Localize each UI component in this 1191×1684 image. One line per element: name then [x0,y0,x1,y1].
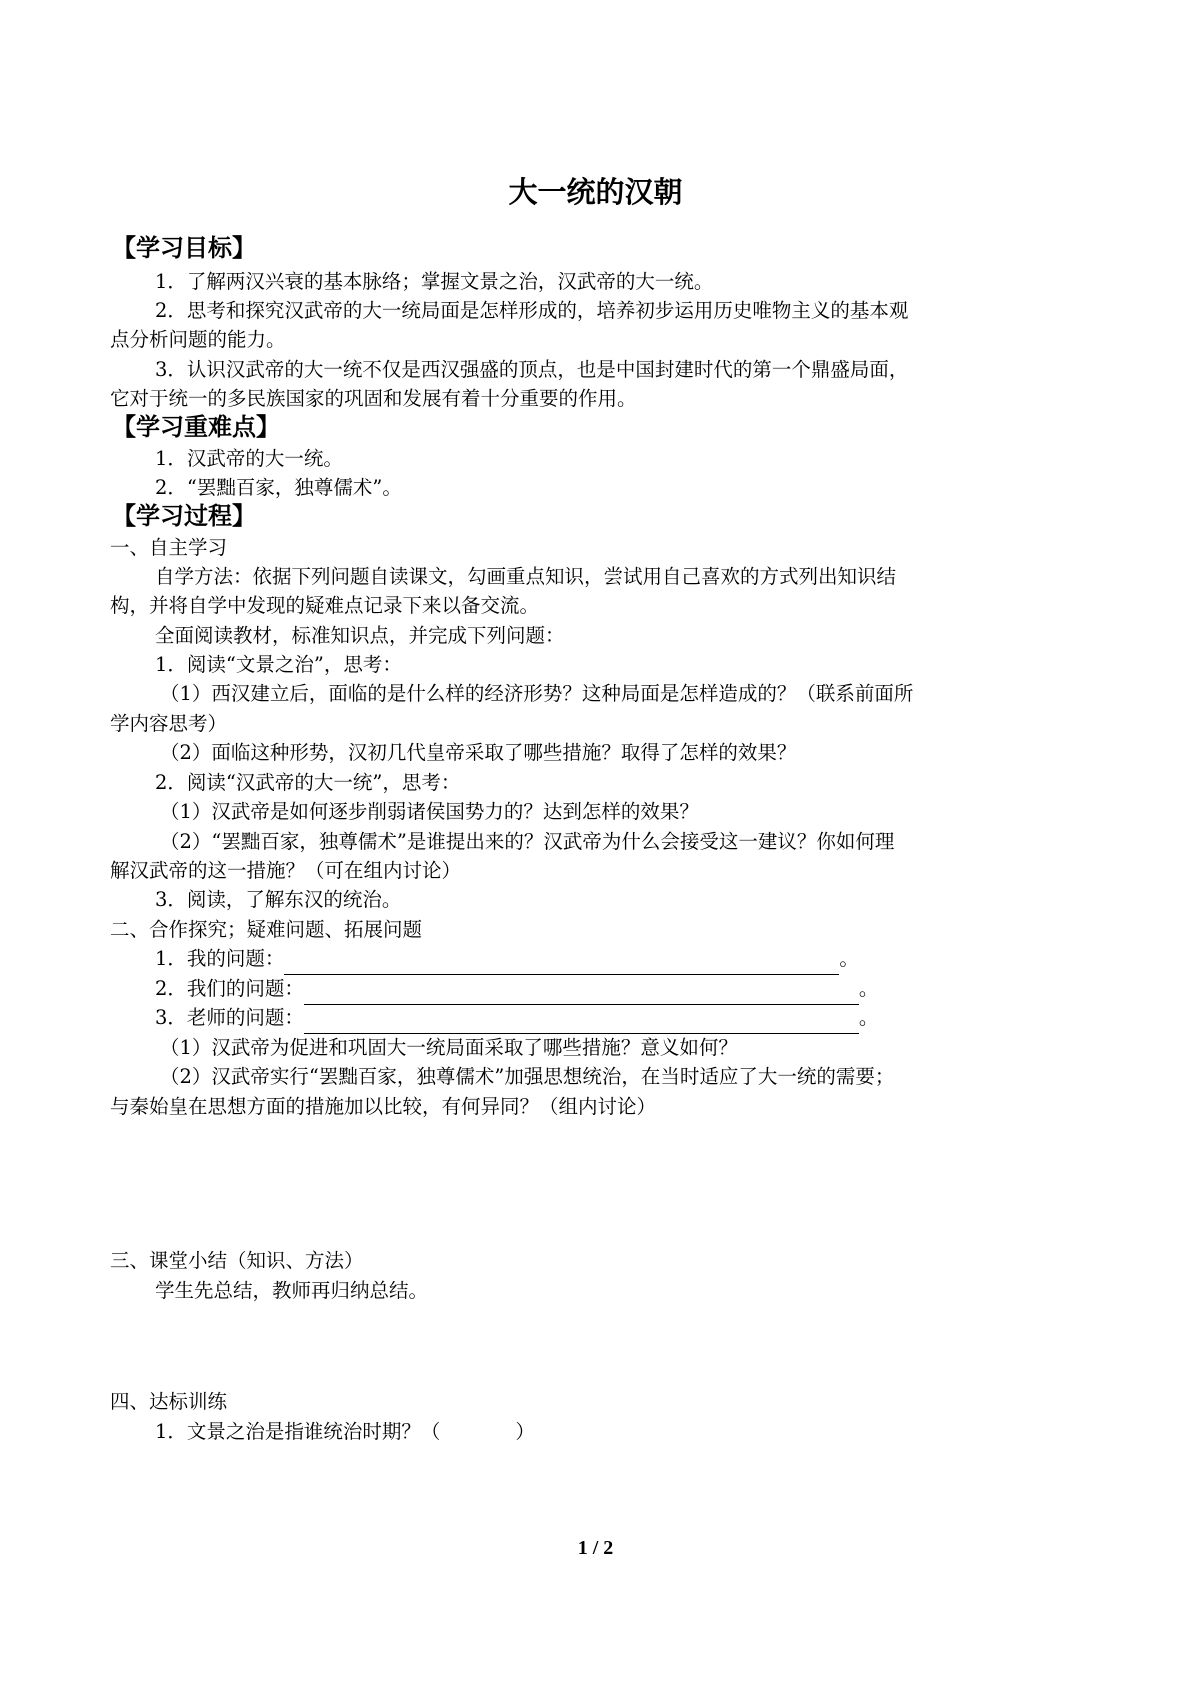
question-1-1-line-1: （1）西汉建立后，面临的是什么样的经济形势？这种局面是怎样造成的？（联系前面所 [160,682,914,705]
question-2-1: （1）汉武帝是如何逐步削弱诸侯国势力的？达到怎样的效果？ [160,800,699,823]
question-2: 2．阅读“汉武帝的大一统”，思考： [155,771,461,794]
teacher-question-label: 3．老师的问题： [155,1006,304,1029]
our-question-row [155,973,1095,1005]
keys-heading: 【学习重难点】 [112,413,280,441]
teacher-question-blank[interactable] [304,1011,859,1034]
question-1: 1．阅读“文景之治”，思考： [155,653,402,676]
question-2-2-line-2: 解汉武帝的这一措施？（可在组内讨论） [110,859,462,882]
goals-heading: 【学习目标】 [112,234,256,262]
teacher-question-1: （1）汉武帝为促进和巩固大一统局面采取了哪些措施？意义如何？ [160,1036,738,1059]
summary-text: 学生先总结，教师再归纳总结。 [155,1279,429,1302]
page-number: 1 / 2 [577,1537,614,1559]
method-line-1: 自学方法：依据下列问题自读课文，勾画重点知识，尝试用自己喜欢的方式列出知识结 [155,565,897,588]
exercise-1-text: 1．文景之治是指谁统治时期？（ [155,1420,441,1443]
read-instruction: 全面阅读教材，标准知识点，并完成下列问题： [155,624,565,647]
section-1-title: 一、自主学习 [110,536,228,559]
process-heading: 【学习过程】 [112,502,256,530]
exercise-1 [155,1416,1095,1448]
goal-2-line-1: 2．思考和探究汉武帝的大一统局面是怎样形成的，培养初步运用历史唯物主义的基本观 [155,299,909,322]
goal-1: 1．了解两汉兴衰的基本脉络；掌握文景之治，汉武帝的大一统。 [155,270,714,293]
key-2: 2．“罢黜百家，独尊儒术”。 [155,476,402,499]
section-3-title: 三、课堂小结（知识、方法） [110,1249,364,1272]
question-3: 3．阅读，了解东汉的统治。 [155,888,402,911]
my-question-row [155,943,1095,975]
key-1: 1．汉武帝的大一统。 [155,447,343,470]
question-1-2: （2）面临这种形势，汉初几代皇帝采取了哪些措施？取得了怎样的效果？ [160,741,797,764]
exercise-1-close: ） [515,1420,535,1443]
our-question-label: 2．我们的问题： [155,977,304,1000]
method-line-2: 构，并将自学中发现的疑难点记录下来以备交流。 [110,594,540,617]
goal-2-line-2: 点分析问题的能力。 [110,328,286,351]
page-title: 大一统的汉朝 [508,175,683,209]
my-question-period: 。 [839,947,859,970]
my-question-blank[interactable] [284,952,839,975]
section-2-title: 二、合作探究；疑难问题、拓展问题 [110,918,423,941]
goal-3-line-2: 它对于统一的多民族国家的巩固和发展有着十分重要的作用。 [110,387,637,410]
teacher-question-2-line-2: 与秦始皇在思想方面的措施加以比较，有何异同？（组内讨论） [110,1095,657,1118]
section-4-title: 四、达标训练 [110,1390,228,1413]
question-1-1-line-2: 学内容思考） [110,712,228,735]
question-2-2-line-1: （2）“罢黜百家，独尊儒术”是谁提出来的？汉武帝为什么会接受这一建议？你如何理 [160,830,895,853]
teacher-question-2-line-1: （2）汉武帝实行“罢黜百家，独尊儒术”加强思想统治，在当时适应了大一统的需要； [160,1065,895,1088]
my-question-label: 1．我的问题： [155,947,285,970]
teacher-question-period: 。 [858,1006,879,1029]
goal-3-line-1: 3．认识汉武帝的大一统不仅是西汉强盛的顶点，也是中国封建时代的第一个鼎盛局面， [155,358,909,381]
our-question-period: 。 [858,977,879,1000]
teacher-question-row [155,1002,1095,1034]
